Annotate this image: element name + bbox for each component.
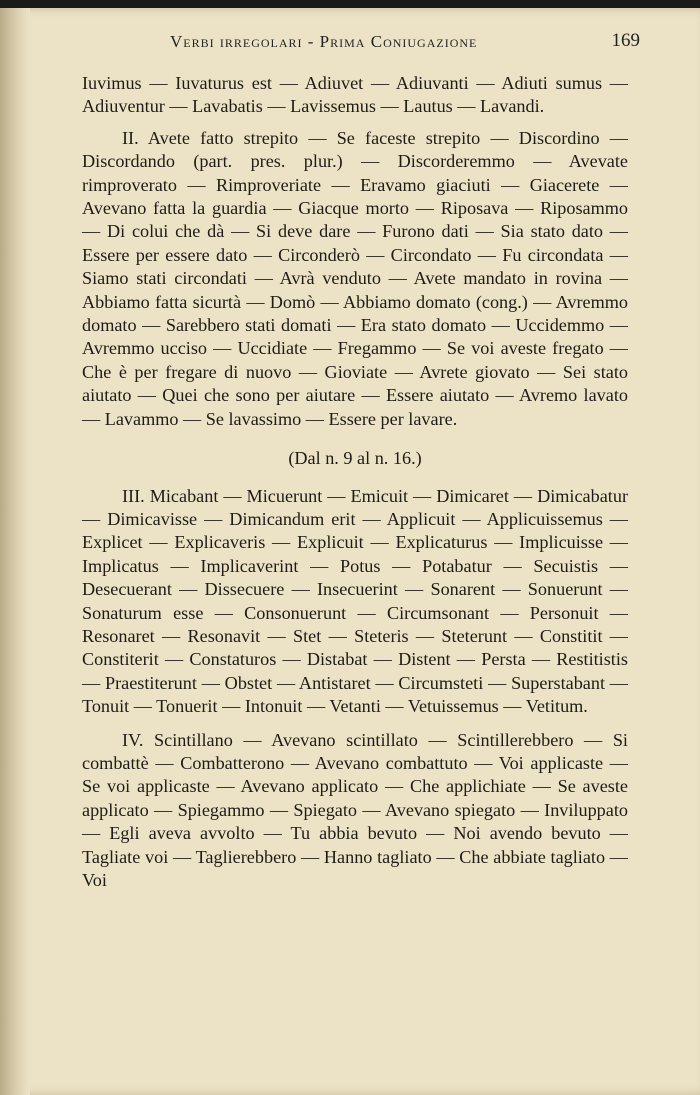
running-title: Verbi irregolari - Prima Coniugazione	[170, 32, 478, 51]
paragraph-continuation: Iuvimus — Iuvaturus est — Adiuvet — Adiuvanti — Adiuti sumus — Adiuventur — Lavabatis — Lavissemus — Lautus — Lavandi.	[82, 73, 628, 117]
book-page	[0, 8, 700, 1095]
paragraph-gap	[82, 719, 628, 729]
paragraph-exercise-iii: III. Micabant — Micuerunt — Emicuit — Dimicaret — Dimicabatur — Dimicavisse — Dimicandum erit — Applicuit — Applicuissemus — Explicet — Explicaveris — Explicuit — Explicaturus — Implicuisse — Implicatus — Implicaverint — Potus — Potabatur — Secuistis — Desecuerant — Dissecuere — Insecuerint — Sonarent — Sonuerunt — Sonaturum esse — Consonuerunt — Circumsonant — Personuit — Resonaret — Resonavit — Stet — Steteris — Steterunt — Constitit — Constiterit — Constaturos — Distabat — Distent — Persta — Restitistis — Praestiterunt — Obstet — Antistaret — Circumsteti — Superstabant — Tonuit — Tonuerit — Intonuit — Vetanti — Vetuissemus — Vetitum.	[82, 485, 628, 717]
page-body	[82, 72, 628, 892]
page-gutter-shadow	[0, 8, 30, 1095]
running-header	[82, 28, 640, 56]
page-number: 169	[611, 30, 640, 51]
paragraph-exercise-iv: IV. Scintillano — Avevano scintillato — Scintillerebbero — Si combattè — Combatterono — Avevano combattuto — Voi applicaste — Se voi applicaste — Avevano applicato — Che applichiate — Se aveste applicato — Spiegammo — Spiegato — Avevano spiegato — Inviluppato — Egli aveva avvolto — Tu abbia bevuto — Noi avendo bevuto — Tagliate voi — Taglierebbero — Hanno tagliato — Che abbiate tagliato — Voi	[82, 729, 628, 890]
section-range-note: (Dal n. 9 al n. 16.)	[288, 448, 422, 469]
paragraph-exercise-ii: II. Avete fatto strepito — Se faceste strepito — Discordino — Discordando (part. pres. plur.) — Discorderemmo — Avevate rimproverato — Rimproveriate — Eravamo giaciuti — Giacerete — Avevano fatta la guardia — Giacque morto — Riposava — Riposammo — Di colui che dà — Si deve dare — Furono dati — Sia stato dato — Essere per essere dato — Circonderò — Circondato — Fu circondata — Siamo stati circondati — Avrà venduto — Avete mandato in rovina — Abbiamo fatta sicurtà — Domò — Abbiamo domato (cong.) — Avremmo domato — Sarebbero stati domati — Era stato domato — Uccidemmo — Avremmo ucciso — Uccidiate — Fregammo — Se voi aveste fregato — Che è per fregare di nuovo — Gioviate — Avrete giovato — Sei stato aiutato — Quei che sono per aiutare — Essere aiutato — Avremo lavato — Lavammo — Se lavassimo — Essere per lavare.	[82, 127, 628, 429]
